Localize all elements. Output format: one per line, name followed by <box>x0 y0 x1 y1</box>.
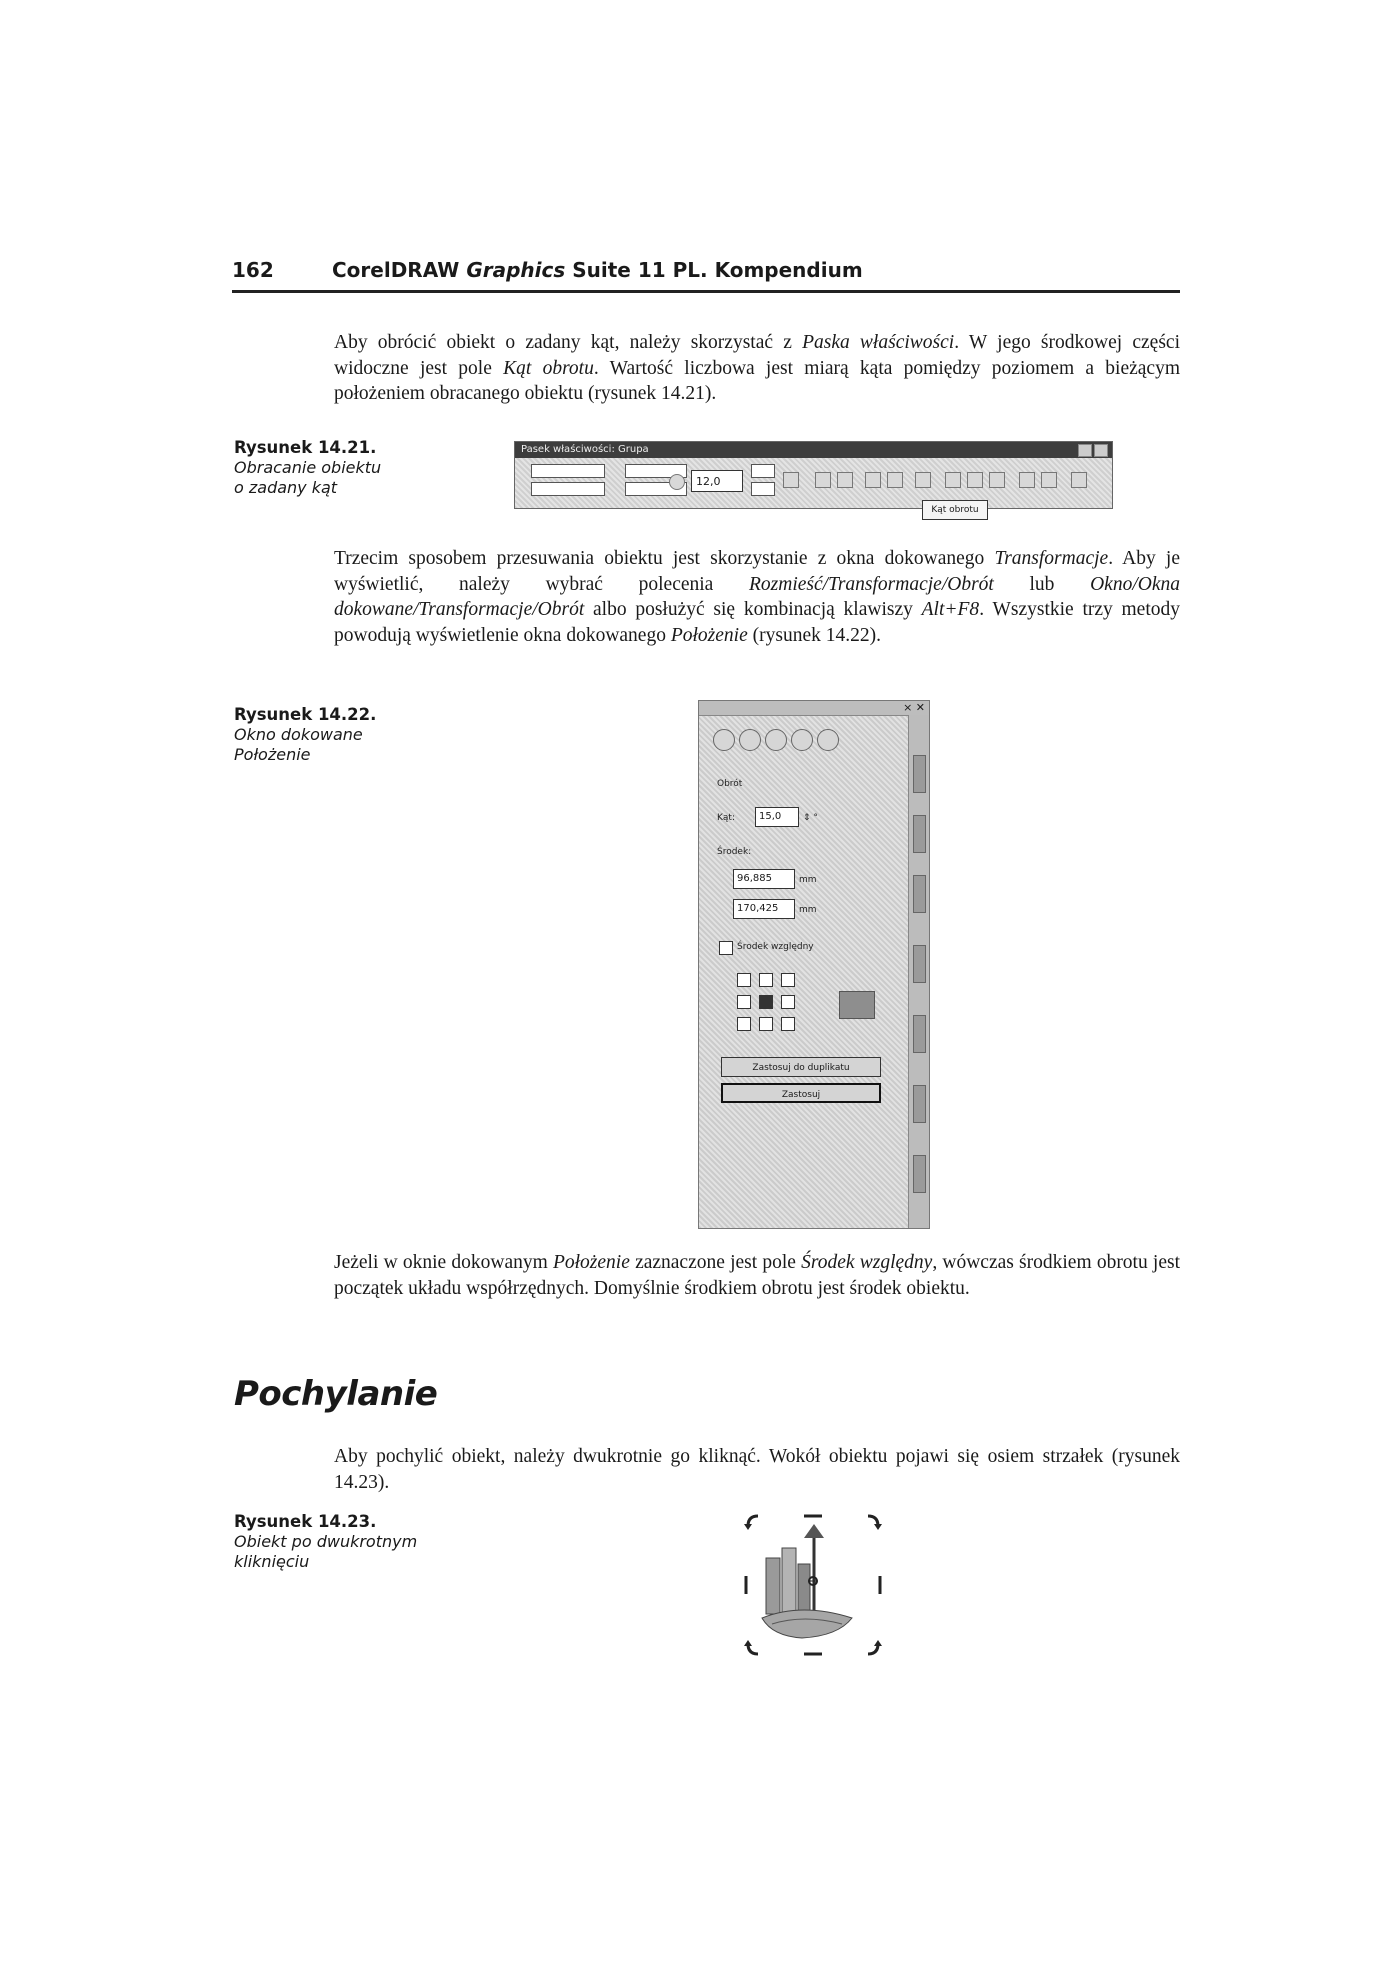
weld-icon[interactable] <box>945 472 961 488</box>
lock-ratio-icon[interactable] <box>783 472 799 488</box>
anchor-point[interactable] <box>737 1017 751 1031</box>
docker-tab[interactable] <box>913 875 926 913</box>
docker-tab[interactable] <box>913 1155 926 1193</box>
unit-label: mm <box>799 905 817 915</box>
position-x-field[interactable] <box>531 464 605 478</box>
corner-rotate-handle-icon[interactable] <box>744 1640 758 1654</box>
docker-tab[interactable] <box>913 1085 926 1123</box>
corner-rotate-handle-icon[interactable] <box>868 1640 882 1654</box>
clipart-image <box>762 1524 852 1638</box>
size-mode-icon[interactable] <box>791 729 813 751</box>
page-number: 162 <box>232 258 274 282</box>
section-heading: Pochylanie <box>234 1374 438 1414</box>
center-y-input[interactable]: 170,425 <box>733 899 795 919</box>
figure-caption-14-23 <box>234 1512 474 1572</box>
corner-rotate-handle-icon[interactable] <box>744 1516 758 1530</box>
anchor-point[interactable] <box>781 995 795 1009</box>
figure-caption-14-21 <box>234 438 434 498</box>
figure-label: Rysunek 14.21. <box>234 438 377 457</box>
rotate-icon <box>669 474 685 490</box>
figure-label: Rysunek 14.23. <box>234 1512 377 1531</box>
to-front-icon[interactable] <box>1019 472 1035 488</box>
spinner-icon[interactable]: ⇕ ° <box>803 813 818 823</box>
paragraph-intro: Aby obrócić obiekt o zadany kąt, należy skorzystać z Paska właściwości. W jego środkowej części widoczne jest pole Kąt obrotu. Wartość liczbowa jest miarą kąta pomiędzy poziomem a bieżącym położeniem obracanego obiektu (rysunek 14.21). <box>334 332 1180 404</box>
trim-icon[interactable] <box>967 472 983 488</box>
relative-center-checkbox[interactable] <box>719 941 733 955</box>
center-x-input[interactable]: 96,885 <box>733 869 795 889</box>
mirror-horizontal-icon[interactable] <box>815 472 831 488</box>
paragraph-relative-center: Jeżeli w oknie dokowanym Położenie zaznaczone jest pole Środek względny, wówczas środkiem obrotu jest początek układu współrzędnych. Domyślnie środkiem obrotu jest środek obiektu. <box>334 1252 1180 1299</box>
close-icon[interactable]: × ✕ <box>903 701 925 714</box>
property-bar-screenshot <box>514 441 1113 509</box>
ungroup-icon[interactable] <box>887 472 903 488</box>
figure-title: Obracanie obiektu o zadany kąt <box>234 458 382 497</box>
anchor-point[interactable] <box>759 995 773 1009</box>
docker-tab[interactable] <box>913 815 926 853</box>
center-label: Środek: <box>717 847 752 857</box>
docker-titlebar <box>699 701 929 716</box>
to-back-icon[interactable] <box>1041 472 1057 488</box>
paragraph-transform-docker: Trzecim sposobem przesuwania obiektu jest skorzystanie z okna dokowanego Transformacje. Aby je wyświetlić, należy wybrać polecenia Rozmieść/Transformacje/Obrót lub Okno/Okna dokowane/Transformacje/Obrót albo posłużyć się kombinacją klawiszy Alt+F8. Wszystkie trzy metody powodują wyświetlenie okna dokowanego Położenie (rysunek 14.22). <box>334 548 1180 646</box>
transform-docker-screenshot <box>698 700 930 1229</box>
minimize-icon[interactable] <box>1078 444 1092 457</box>
scale-x-field[interactable] <box>751 464 775 478</box>
tooltip-rotation-angle: Kąt obrotu <box>922 500 988 520</box>
relative-center-label: Środek względny <box>737 942 814 952</box>
anchor-point[interactable] <box>759 1017 773 1031</box>
convert-to-curves-icon[interactable] <box>1071 472 1087 488</box>
angle-label: Kąt: <box>717 813 735 823</box>
mirror-vertical-icon[interactable] <box>837 472 853 488</box>
docker-tab[interactable] <box>913 1015 926 1053</box>
docker-tabs <box>908 715 929 1228</box>
scale-y-field[interactable] <box>751 482 775 496</box>
apply-button[interactable]: Zastosuj <box>721 1083 881 1103</box>
rotate-mode-icon[interactable] <box>739 729 761 751</box>
position-mode-icon[interactable] <box>713 729 735 751</box>
figure-caption-14-22 <box>234 705 434 765</box>
object-with-rotation-handles <box>742 1510 884 1660</box>
anchor-point[interactable] <box>737 973 751 987</box>
close-icon[interactable] <box>1094 444 1108 457</box>
scale-mode-icon[interactable] <box>765 729 787 751</box>
anchor-point[interactable] <box>781 1017 795 1031</box>
figure-title: Okno dokowane Położenie <box>234 725 363 764</box>
rotation-angle-field[interactable]: 12,0 <box>691 470 743 492</box>
figure-label: Rysunek 14.22. <box>234 705 377 724</box>
paragraph-skew: Aby pochylić obiekt, należy dwukrotnie go kliknąć. Wokół obiektu pojawi się osiem strzałek (rysunek 14.23). <box>334 1446 1180 1493</box>
anchor-point[interactable] <box>759 973 773 987</box>
preview-image <box>839 991 875 1019</box>
running-header <box>232 256 1180 293</box>
angle-input[interactable]: 15,0 <box>755 807 799 827</box>
property-bar-title: Pasek właściwości: Grupa <box>521 444 649 455</box>
anchor-point[interactable] <box>737 995 751 1009</box>
property-bar-titlebar <box>515 442 1112 458</box>
docker-tab[interactable] <box>913 755 926 793</box>
book-title: CorelDRAW Graphics Suite 11 PL. Kompendium <box>332 258 863 282</box>
intersect-icon[interactable] <box>989 472 1005 488</box>
combine-icon[interactable] <box>915 472 931 488</box>
position-y-field[interactable] <box>531 482 605 496</box>
rotation-section-label: Obrót <box>717 779 743 789</box>
docker-tab[interactable] <box>913 945 926 983</box>
anchor-point[interactable] <box>781 973 795 987</box>
skew-mode-icon[interactable] <box>817 729 839 751</box>
group-icon[interactable] <box>865 472 881 488</box>
unit-label: mm <box>799 875 817 885</box>
apply-to-duplicate-button[interactable]: Zastosuj do duplikatu <box>721 1057 881 1077</box>
corner-rotate-handle-icon[interactable] <box>868 1516 882 1530</box>
figure-title: Obiekt po dwukrotnym kliknięciu <box>234 1532 418 1571</box>
